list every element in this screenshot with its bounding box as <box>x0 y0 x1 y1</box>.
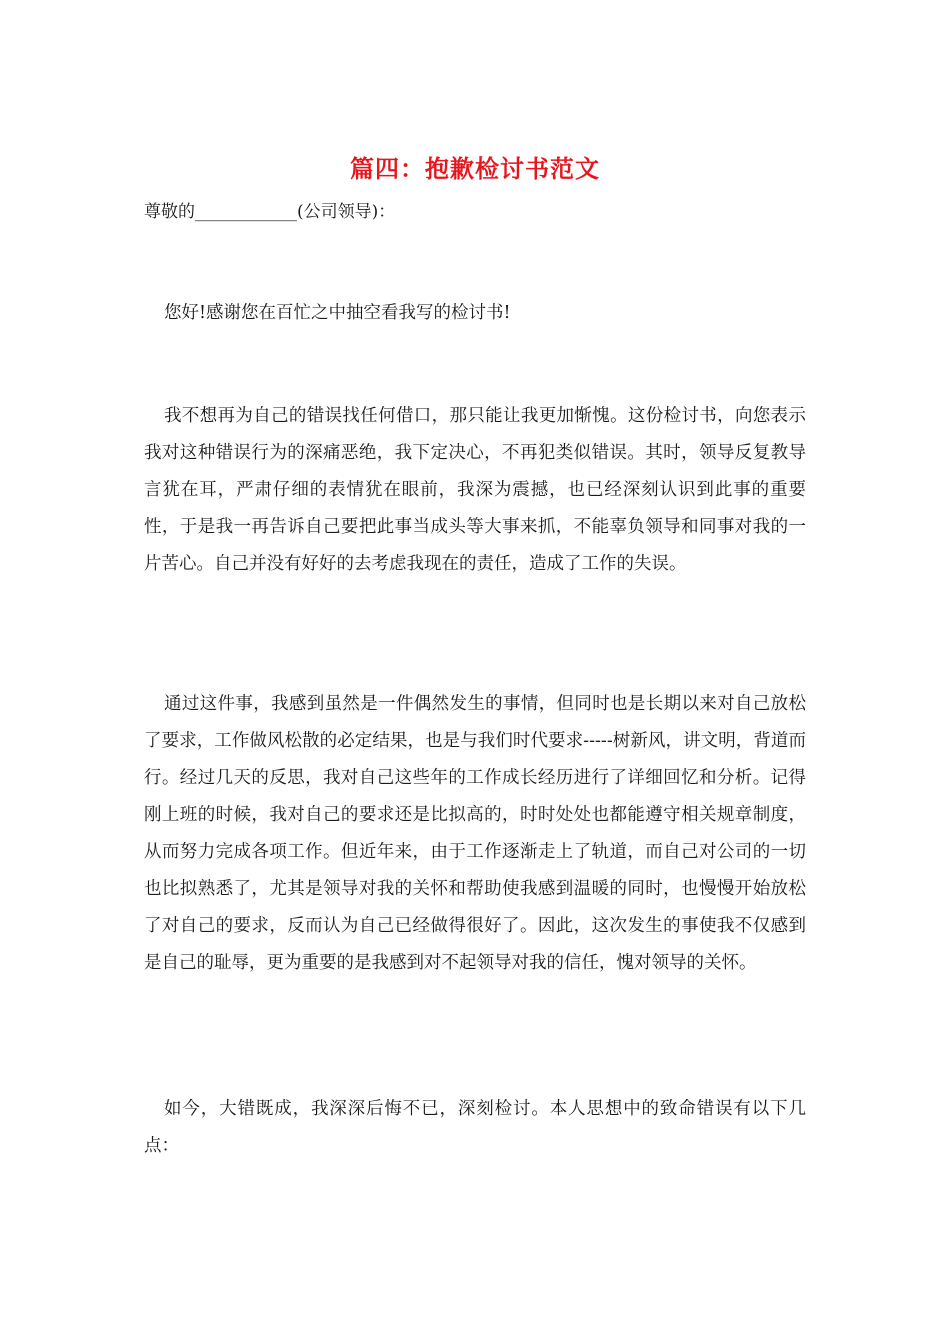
salutation: 尊敬的____________(公司领导)： <box>144 202 396 222</box>
paragraph-greeting: 您好!感谢您在百忙之中抽空看我写的检讨书! <box>164 303 511 323</box>
paragraph-apology: 我不想再为自己的错误找任何借口，那只能让我更加惭愧。这份检讨书，向您表示我对这种错误行为的深痛恶绝，我下定决心，不再犯类似错误。其时，领导反复教导言犹在耳，严肃仔细的表情犹在眼前，我深为震撼，也已经深刻认识到此事的重要性，于是我一再告诉自己要把此事当成头等大事来抓，不能辜负领导和同事对我的一片苦心。自己并没有好好的去考虑我现在的责任，造成了工作的失误。 <box>144 406 806 574</box>
paragraph-conclusion: 如今，大错既成，我深深后悔不已，深刻检讨。本人思想中的致命错误有以下几点： <box>144 1099 806 1156</box>
paragraph-reflection: 通过这件事，我感到虽然是一件偶然发生的事情，但同时也是长期以来对自己放松了要求，工作做风松散的必定结果，也是与我们时代要求-----树新风，讲文明，背道而行。经过几天的反思，我对自己这些年的工作成长经历进行了详细回忆和分析。记得刚上班的时候，我对自己的要求还是比拟高的，时时处处也都能遵守相关规章制度，从而努力完成各项工作。但近年来，由于工作逐渐走上了轨道，而自己对公司的一切也比拟熟悉了，尤其是领导对我的关怀和帮助使我感到温暖的同时，也慢慢开始放松了对自己的要求，反而认为自己已经做得很好了。因此，这次发生的事使我不仅感到是自己的耻辱，更为重要的是我感到对不起领导对我的信任，愧对领导的关怀。 <box>144 694 806 973</box>
document-title: 篇四：抱歉检讨书范文 <box>350 154 600 183</box>
